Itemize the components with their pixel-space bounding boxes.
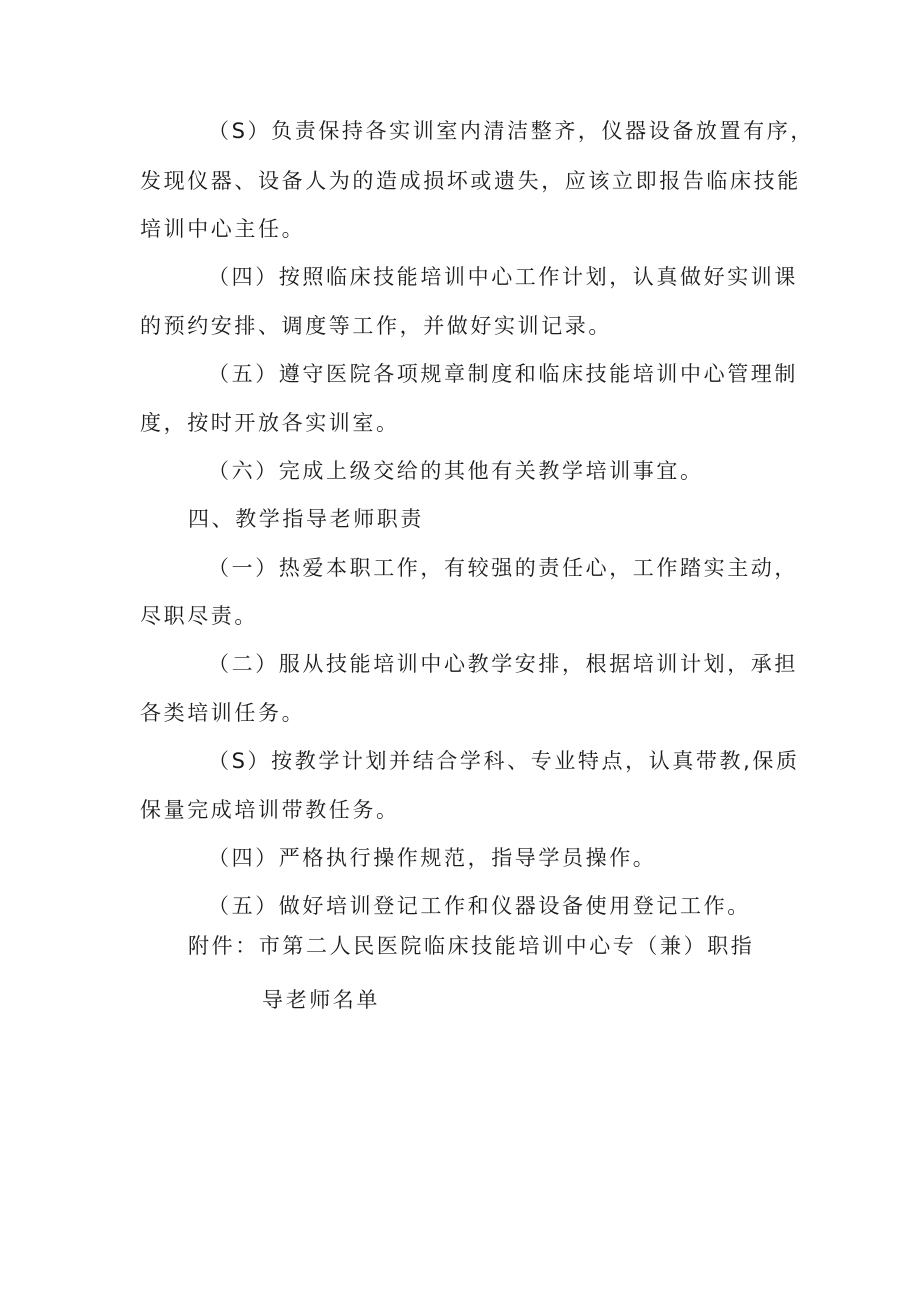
paragraph-line: （S）按教学计划并结合学科、专业特点，认真带教,保质 <box>208 749 800 773</box>
paragraph-line: （四）严格执行操作规范，指导学员操作。 <box>208 846 657 870</box>
paragraph-line: 的预约安排、调度等工作，并做好实训记录。 <box>140 314 612 338</box>
section-heading: 四、教学指导老师职责 <box>188 507 424 531</box>
paragraph-line: 度，按时开放各实训室。 <box>140 411 400 435</box>
paragraph-line: （S）负责保持各实训室内清洁整齐，仪器设备放置有序， <box>208 119 814 143</box>
paragraph-line: 各类培训任务。 <box>140 701 306 725</box>
paragraph-line: （六）完成上级交给的其他有关教学培训事宜。 <box>208 459 704 483</box>
paragraph-line: （二）服从技能培训中心教学安排，根据培训计划，承担 <box>208 652 798 676</box>
paragraph-line: （五）做好培训登记工作和仪器设备使用登记工作。 <box>208 894 751 918</box>
paragraph-line: （四）按照临床技能培训中心工作计划，认真做好实训课 <box>208 265 798 289</box>
attachment-line: 导老师名单 <box>262 988 380 1012</box>
paragraph-line: （一）热爱本职工作，有较强的责任心，工作踏实主动， <box>208 556 798 580</box>
paragraph-line: 保量完成培训带教任务。 <box>140 798 400 822</box>
paragraph-line: 培训中心主任。 <box>140 217 306 241</box>
paragraph-line: 发现仪器、设备人为的造成损坏或遗失，应该立即报告临床技能 <box>140 169 801 193</box>
paragraph-line: 尽职尽责。 <box>140 604 258 628</box>
attachment-line: 附件：市第二人民医院临床技能培训中心专（兼）职指 <box>188 934 755 958</box>
paragraph-line: （五）遵守医院各项规章制度和临床技能培训中心管理制 <box>208 362 798 386</box>
